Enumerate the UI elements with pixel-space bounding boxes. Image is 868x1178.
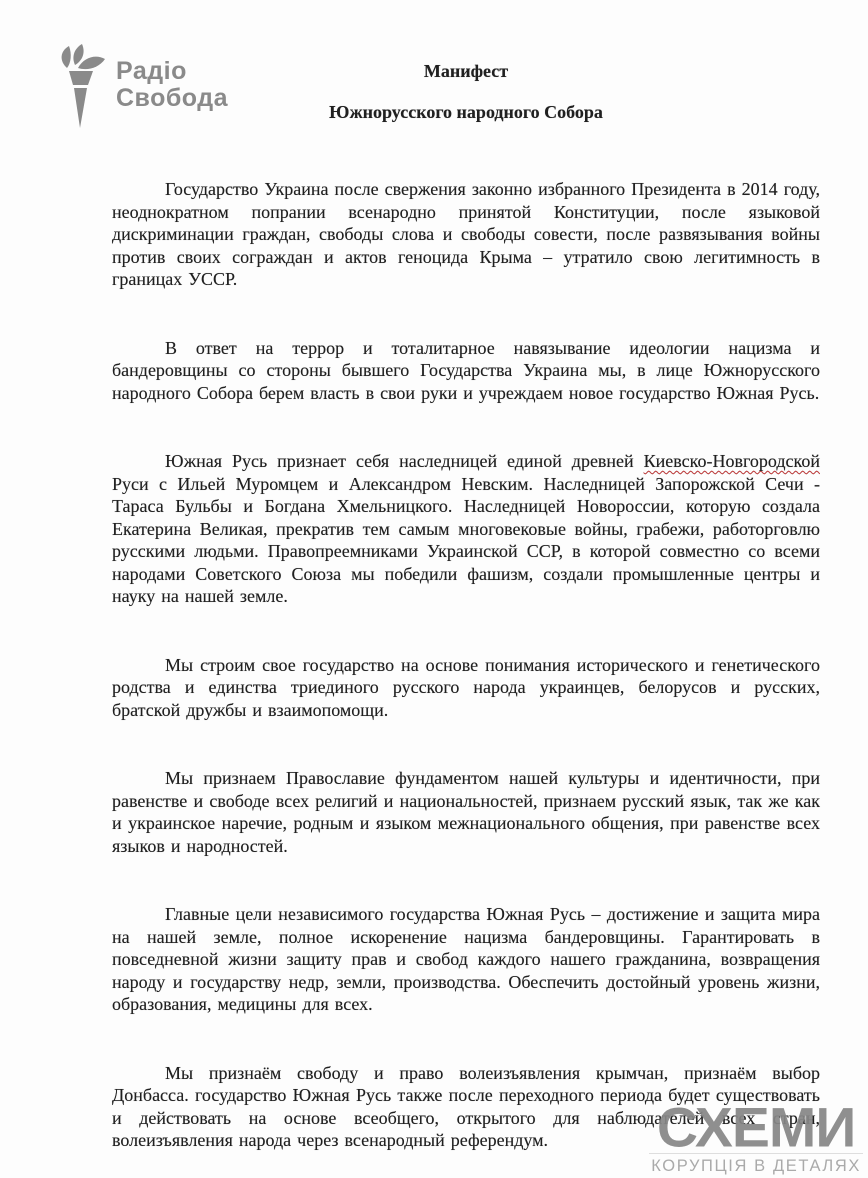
document-body (112, 178, 820, 1152)
text-segment: Мы признаём свободу и право волеизъявления крымчан, признаём выбор Донбасса. государство Южная Русь также после переходного периода будет существовать и действовать на основе всеобщего, открытого для наблюдателей всех стран, волеизъявления народа через всенародный референдум. (112, 1062, 820, 1150)
manifesto-document (112, 57, 820, 1178)
schemes-watermark (649, 1096, 863, 1178)
text-segment: Южная Русь признает себя наследницей единой древней (165, 451, 644, 471)
text-segment: Мы строим свое государство на основе понимания исторического и генетического родства и единства триединого русского народа украинцев, белорусов и русских, братской дружбы и взаимопомощи. (112, 654, 820, 720)
paragraph (112, 337, 820, 405)
schemes-tagline: КОРУПЦІЯ В ДЕТАЛЯХ (649, 1153, 863, 1178)
torch-icon (52, 44, 110, 132)
text-segment: Главные цели независимого государства Южная Русь – достижение и защита мира на нашей земле, полное искоренение нацизма бандеровщины. Гарантировать в повседневной жизни защиту прав и свобод каждого нашего гражданина, возвращения народу и государству недр, земли, производства. Обеспечить достойный уровень жизни, образования, медицины для всех. (112, 904, 820, 1014)
document-subtitle: Южнорусского народного Собора (329, 102, 603, 122)
text-segment: В ответ на террор и тоталитарное навязывание идеологии нацизма и бандеровщины со стороны бывшего Государства Украина мы, в лице Южнорусского народного Собора берем власть в свои руки и учреждаем новое государство Южная Русь. (112, 337, 820, 403)
text-segment: Руси с Ильей Муромцем и Александром Невским. Наследницей Запорожской Сечи - Тараса Бульбы и Богдана Хмельницкого. Наследницей Новороссии, которую создала Екатерина Великая, прекратив тем самым многовековые войны, грабежи, работорговлю русскими людьми. Правопреемниками Украинской ССР, в которой совместно со всеми народами Советского Союза мы победили фашизм, создали промышленные центры и науку на нашей земле. (112, 473, 820, 606)
paragraph (112, 654, 820, 722)
text-segment: Мы признаем Православие фундаментом нашей культуры и идентичности, при равенстве и свободе всех религий и национальностей, признаем русский язык, так же как и украинское наречие, родным и языком межнационального общения, при равенстве всех языков и народностей. (112, 768, 820, 856)
paragraph (112, 767, 820, 857)
paragraph (112, 903, 820, 1016)
logo-line-2: Свобода (116, 84, 229, 112)
text-segment: Государство Украина после свержения законно избранного Президента в 2014 году, неоднократном попрании всенародно принятой Конституции, после языковой дискриминации граждан, свободы слова и свободы совести, после развязывания войны против своих сограждан и актов геноцида Крыма – утратило свою легитимность в границах УССР. (112, 179, 820, 289)
schemes-logo-text: СХЕМИ (656, 1096, 856, 1160)
paragraph (112, 450, 820, 608)
misspelled-word: Киевско-Новгородской (643, 451, 820, 471)
paragraph (112, 178, 820, 291)
document-title: Манифест (423, 61, 509, 81)
logo-line-1: Радіо (116, 57, 187, 85)
